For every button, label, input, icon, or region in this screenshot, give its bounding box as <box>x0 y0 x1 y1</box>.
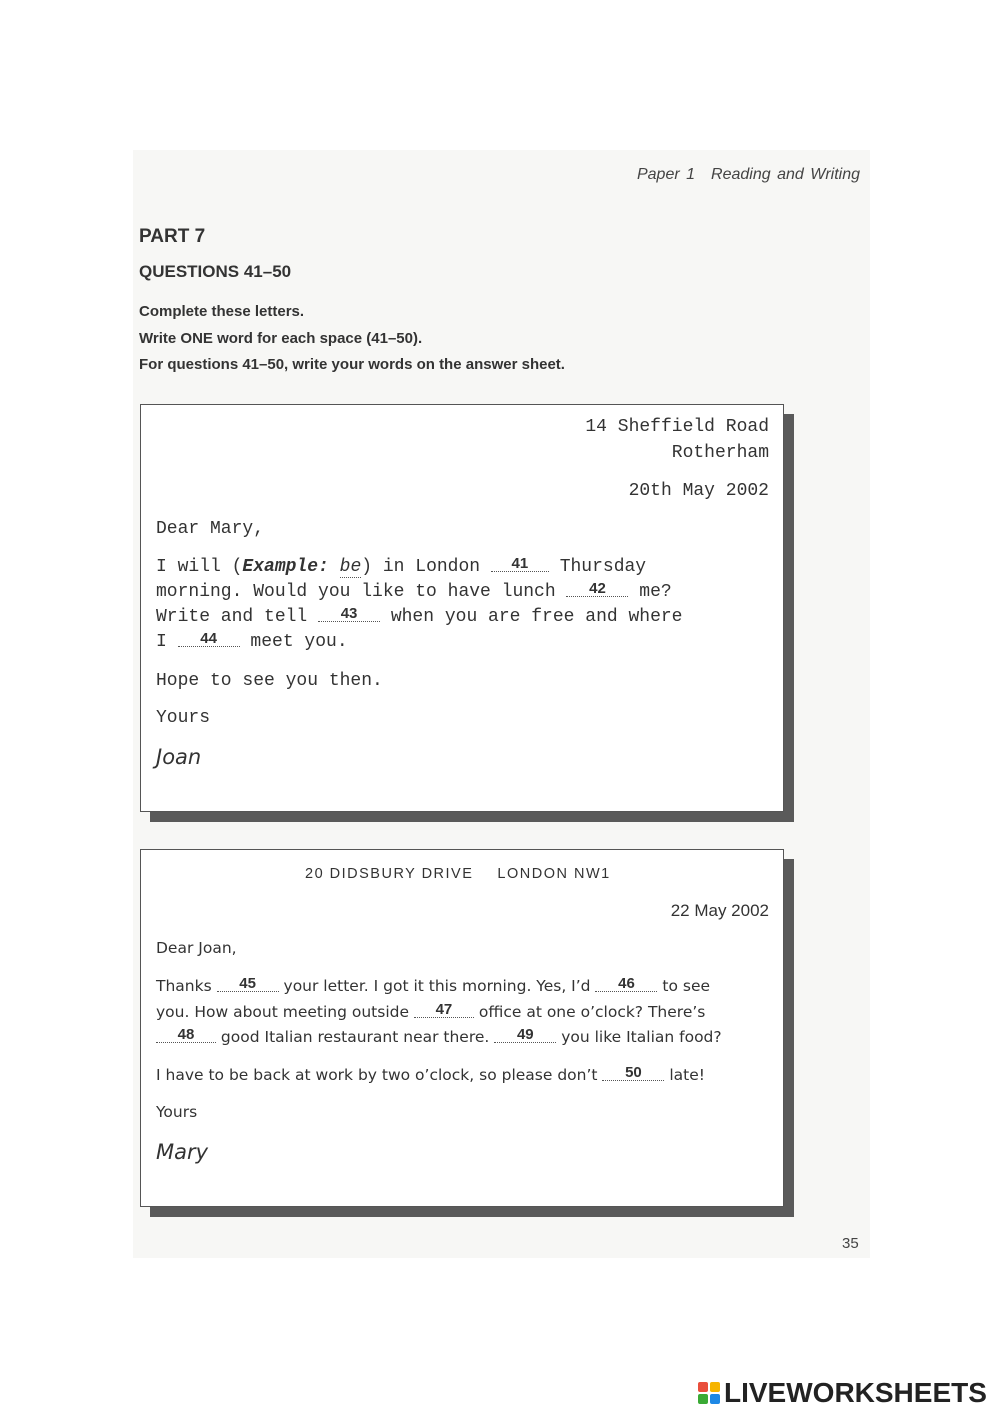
sign-off: Yours <box>156 708 211 728</box>
example-label: Example: <box>242 557 329 577</box>
part-title: PART 7 <box>139 226 206 247</box>
address-line-2: Rotherham <box>671 443 769 463</box>
answer-blank-48[interactable]: 48 <box>156 1028 216 1043</box>
address-street: 20 DIDSBURY DRIVE <box>305 866 474 882</box>
body-line-2: you. How about meeting outside 47 office at one o’clock? There’s <box>156 1001 706 1021</box>
page-header <box>637 166 860 184</box>
letter-date: 20th May 2002 <box>628 481 769 501</box>
logo-square-green <box>698 1394 708 1404</box>
example-word: be <box>339 557 362 577</box>
body-line-2: morning. Would you like to have lunch 42 me? <box>156 580 672 602</box>
page-number: 35 <box>842 1235 859 1252</box>
greeting: Dear Joan, <box>156 939 237 957</box>
body-line-1: I will (Example: be) in London 41 Thursday <box>156 555 647 577</box>
address-header <box>305 866 611 882</box>
logo-square-red <box>698 1382 708 1392</box>
body-line-3: Write and tell 43 when you are free and where <box>156 605 683 627</box>
address-line-1: 14 Sheffield Road <box>585 417 769 437</box>
answer-blank-42[interactable]: 42 <box>566 582 628 597</box>
liveworksheets-logo <box>698 1378 987 1408</box>
closing-line: Hope to see you then. <box>156 671 383 691</box>
answer-blank-44[interactable]: 44 <box>178 632 240 647</box>
answer-blank-49[interactable]: 49 <box>494 1028 556 1043</box>
logo-mark-icon <box>698 1382 720 1404</box>
answer-blank-50[interactable]: 50 <box>602 1066 664 1081</box>
paper-label: Paper 1 <box>636 166 696 183</box>
letter-date: 22 May 2002 <box>670 901 769 920</box>
answer-blank-45[interactable]: 45 <box>217 977 279 992</box>
logo-square-yellow <box>710 1382 720 1392</box>
answer-blank-41[interactable]: 41 <box>491 557 549 572</box>
address-city: LONDON NW1 <box>497 866 611 882</box>
letter-mary <box>140 849 784 1207</box>
body-line-3: 48 good Italian restaurant near there. 49 you like Italian food? <box>156 1028 722 1046</box>
body-line-1: Thanks 45 your letter. I got it this morning. Yes, I’d 46 to see <box>156 975 711 995</box>
section-label: Reading and Writing <box>711 166 860 183</box>
answer-blank-46[interactable]: 46 <box>595 977 657 992</box>
sign-off: Yours <box>156 1103 198 1121</box>
instruction-2: Write ONE word for each space (41–50). <box>139 330 423 347</box>
instruction-3: For questions 41–50, write your words on the answer sheet. <box>139 356 565 373</box>
answer-blank-43[interactable]: 43 <box>318 607 380 622</box>
questions-title: QUESTIONS 41–50 <box>139 262 292 281</box>
answer-blank-47[interactable]: 47 <box>414 1003 474 1018</box>
body-line-4: I 44 meet you. <box>156 630 348 652</box>
body-line-4: I have to be back at work by two o’clock, so please don’t 50 late! <box>156 1064 705 1084</box>
logo-text: LIVEWORKSHEETS <box>724 1377 987 1408</box>
greeting: Dear Mary, <box>156 519 265 539</box>
signature-mary: Mary <box>156 1140 209 1164</box>
signature-joan: Joan <box>156 745 202 769</box>
logo-square-blue <box>710 1394 720 1404</box>
letter-joan <box>140 404 784 812</box>
instruction-1: Complete these letters. <box>139 303 305 320</box>
